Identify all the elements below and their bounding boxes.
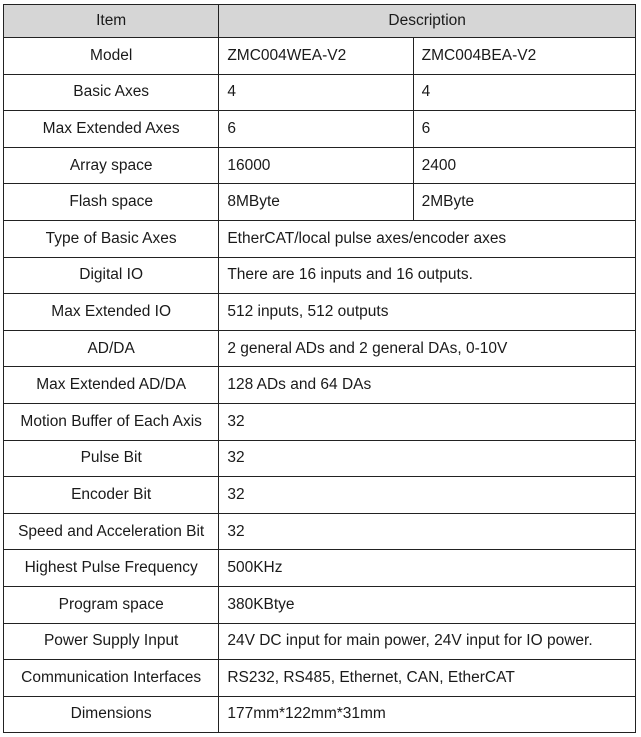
row-value-model-2: 2400: [413, 147, 635, 184]
table-row: [4, 586, 636, 623]
row-value: 128 ADs and 64 DAs: [219, 367, 636, 404]
row-value-model-2: ZMC004BEA-V2: [413, 38, 635, 75]
table-header: [4, 5, 636, 38]
row-value: 32: [219, 477, 636, 514]
table-row: [4, 623, 636, 660]
table-row: [4, 513, 636, 550]
row-value: 512 inputs, 512 outputs: [219, 294, 636, 331]
row-item-label: Max Extended AD/DA: [4, 367, 219, 404]
row-item-label: Pulse Bit: [4, 440, 219, 477]
row-item-label: Highest Pulse Frequency: [4, 550, 219, 587]
row-value: There are 16 inputs and 16 outputs.: [219, 257, 636, 294]
row-item-label: Digital IO: [4, 257, 219, 294]
table-row: [4, 294, 636, 331]
table-row: [4, 550, 636, 587]
table-row: [4, 696, 636, 733]
row-value-model-1: ZMC004WEA-V2: [219, 38, 413, 75]
row-value-model-1: 4: [219, 74, 413, 111]
table-row: [4, 330, 636, 367]
header-description: Description: [219, 5, 636, 38]
row-value: 2 general ADs and 2 general DAs, 0-10V: [219, 330, 636, 367]
row-item-label: Max Extended IO: [4, 294, 219, 331]
table-row: [4, 111, 636, 148]
row-value: 24V DC input for main power, 24V input for IO power.: [219, 623, 636, 660]
header-item: Item: [4, 5, 219, 38]
row-item-label: Type of Basic Axes: [4, 220, 219, 257]
row-value-model-1: 6: [219, 111, 413, 148]
row-item-label: Communication Interfaces: [4, 660, 219, 697]
row-item-label: Power Supply Input: [4, 623, 219, 660]
table-row: [4, 660, 636, 697]
header-row: [4, 5, 636, 38]
table-row: [4, 38, 636, 75]
row-value: RS232, RS485, Ethernet, CAN, EtherCAT: [219, 660, 636, 697]
row-item-label: Program space: [4, 586, 219, 623]
row-item-label: Max Extended Axes: [4, 111, 219, 148]
row-value-model-2: 4: [413, 74, 635, 111]
row-item-label: Model: [4, 38, 219, 75]
table-row: [4, 477, 636, 514]
row-item-label: Dimensions: [4, 696, 219, 733]
row-value-model-2: 6: [413, 111, 635, 148]
table-row: [4, 367, 636, 404]
row-value: 32: [219, 440, 636, 477]
table-row: [4, 184, 636, 221]
row-item-label: Flash space: [4, 184, 219, 221]
row-item-label: Encoder Bit: [4, 477, 219, 514]
row-value: 380KBtye: [219, 586, 636, 623]
row-value: EtherCAT/local pulse axes/encoder axes: [219, 220, 636, 257]
table-row: [4, 74, 636, 111]
table-row: [4, 257, 636, 294]
row-item-label: AD/DA: [4, 330, 219, 367]
table-row: [4, 440, 636, 477]
row-item-label: Speed and Acceleration Bit: [4, 513, 219, 550]
row-value: 500KHz: [219, 550, 636, 587]
spec-table: [3, 4, 636, 733]
row-value-model-1: 8MByte: [219, 184, 413, 221]
table-row: [4, 220, 636, 257]
row-value-model-1: 16000: [219, 147, 413, 184]
row-value: 177mm*122mm*31mm: [219, 696, 636, 733]
row-item-label: Motion Buffer of Each Axis: [4, 403, 219, 440]
row-item-label: Basic Axes: [4, 74, 219, 111]
table-row: [4, 403, 636, 440]
table-body: [4, 38, 636, 733]
row-value: 32: [219, 403, 636, 440]
table-row: [4, 147, 636, 184]
row-value-model-2: 2MByte: [413, 184, 635, 221]
row-value: 32: [219, 513, 636, 550]
row-item-label: Array space: [4, 147, 219, 184]
